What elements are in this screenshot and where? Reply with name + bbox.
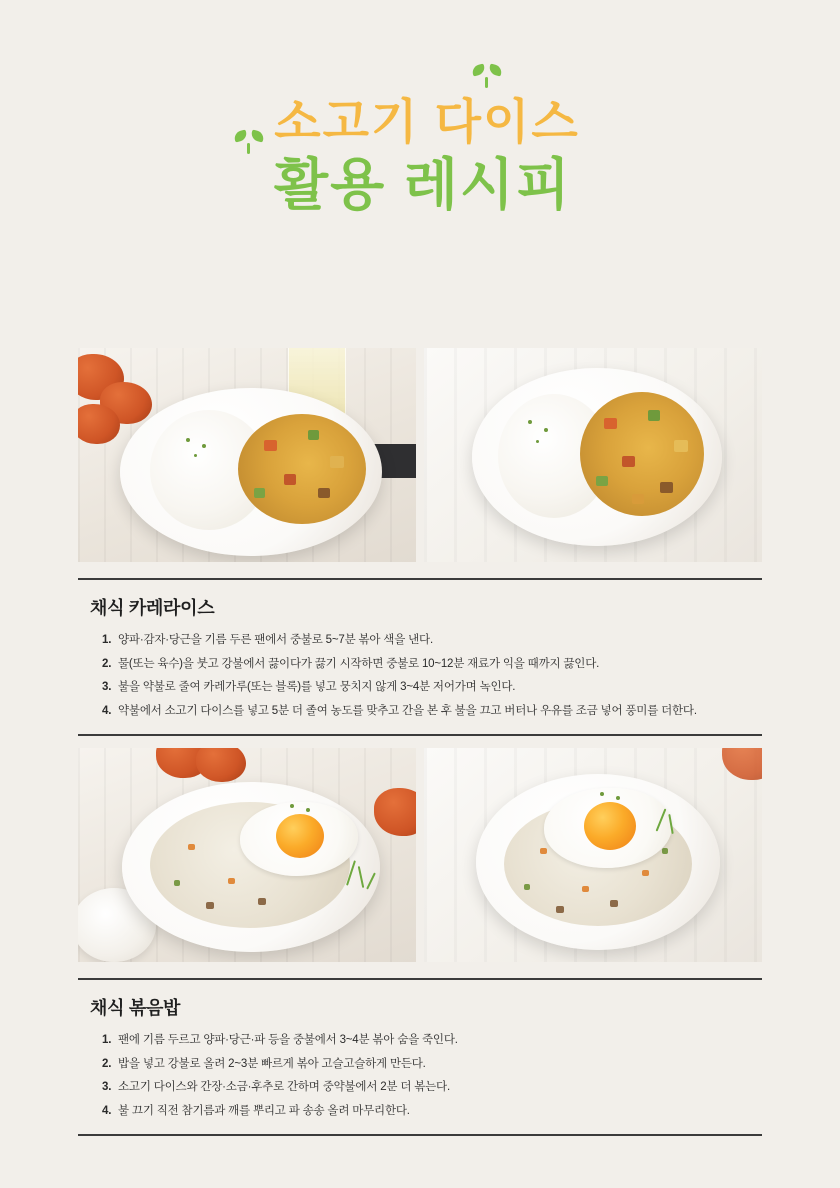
divider: [78, 578, 762, 580]
recipe-photo-curry-right: [424, 348, 762, 562]
recipe-step: 물(또는 육수)을 붓고 강불에서 끓이다가 끓기 시작하면 중불로 10~12분 재료가 익을 때까지 끓인다.: [118, 657, 600, 670]
recipe-step: 팬에 기름 두르고 양파·당근·파 등을 중불에서 3~4분 볶아 숨을 죽인다.: [118, 1034, 458, 1046]
recipe-photo-friedrice-right: [424, 748, 762, 962]
divider: [78, 734, 762, 736]
sprout-icon: [234, 128, 264, 154]
recipe-heading: 채식 볶음밥: [90, 998, 181, 1018]
page-title: [0, 0, 840, 216]
photo-row: [78, 348, 762, 562]
recipe-step: 양파·감자·당근을 기름 두른 팬에서 중불로 5~7분 볶아 색을 낸다.: [118, 634, 433, 646]
title-line-2: [268, 154, 572, 217]
recipe-step: 불을 약불로 줄여 카레가루(또는 블록)를 넣고 뭉치지 않게 3~4분 저어가며 녹인다.: [118, 681, 516, 694]
recipe-steps: [102, 1032, 762, 1120]
photo-row: [78, 748, 762, 962]
title-line-2-text: 활용 레시피: [273, 152, 573, 216]
recipe-steps: [102, 632, 762, 720]
recipe-step: 불 끄기 직전 참기름과 깨를 뿌리고 파 송송 올려 마무리한다.: [118, 1105, 410, 1118]
recipe-photo-friedrice-left: [78, 748, 416, 962]
recipe-photo-curry-left: [78, 348, 416, 562]
recipe-section-friedrice: [78, 748, 762, 1136]
recipe-step: 밥을 넣고 강불로 올려 2~3분 빠르게 볶아 고슬고슬하게 만든다.: [118, 1057, 426, 1070]
title-line-1-text: 소고기 다이스: [274, 96, 580, 149]
recipe-step: 소고기 다이스와 간장·소금·후추로 간하며 중약불에서 2분 더 볶는다.: [118, 1081, 450, 1094]
title-line-1: [260, 96, 580, 150]
recipe-step: 약불에서 소고기 다이스를 넣고 5분 더 졸여 농도를 맞추고 간을 본 후 불을 끄고 버터나 우유를 조금 넣어 풍미를 더한다.: [118, 705, 697, 718]
divider: [78, 978, 762, 980]
recipe-heading: 채식 카레라이스: [90, 598, 215, 618]
sprout-icon: [472, 62, 502, 88]
recipe-section-curry: [78, 348, 762, 736]
divider: [78, 1134, 762, 1136]
